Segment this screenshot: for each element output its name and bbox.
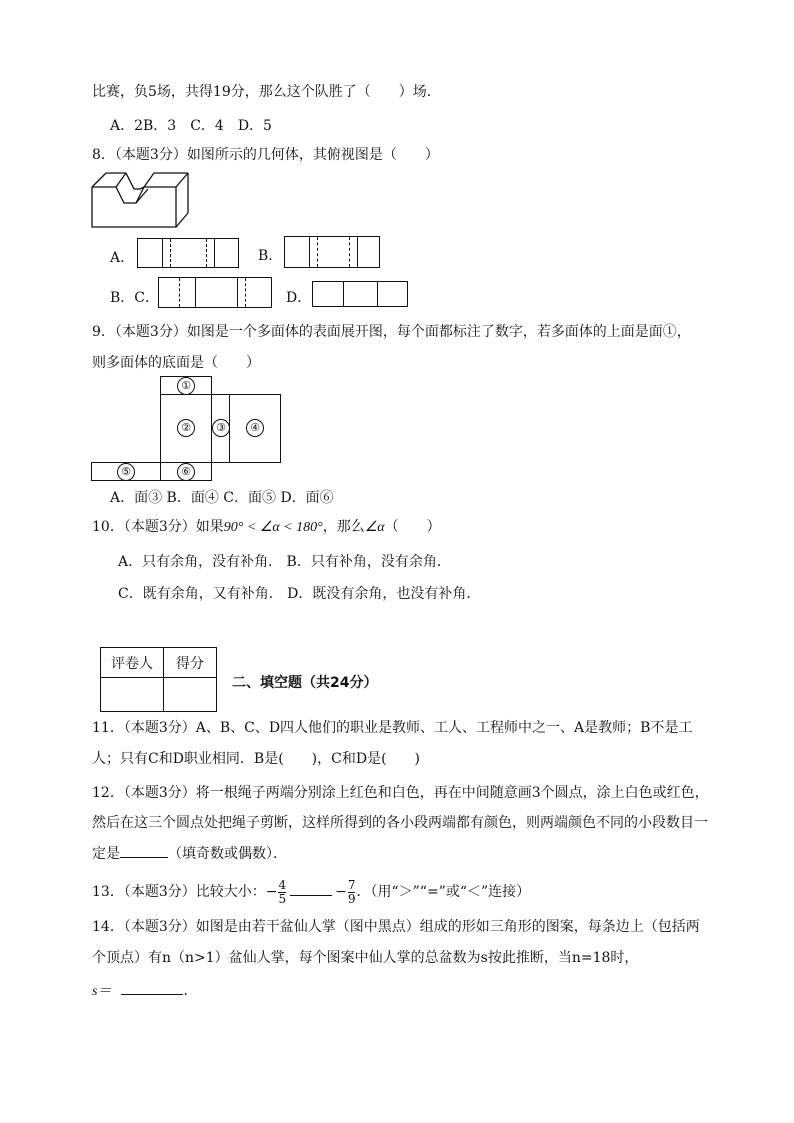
q9-options: A．面③ B．面④ C．面⑤ D．面⑥ (110, 490, 334, 506)
q13-prefix: 13．（本题3分）比较大小： (92, 884, 266, 900)
q8-label-d: D． (286, 290, 312, 306)
q13-f1-den: 5 (278, 891, 287, 906)
q12-line3-prefix: 定是 (92, 846, 120, 862)
q13-f2-den: 9 (347, 891, 356, 906)
q13-f1-num: 4 (278, 877, 287, 892)
net-face-6 (160, 462, 212, 481)
q8-option-d-view (312, 281, 408, 307)
q12-line3-suffix: （填奇数或偶数）． (168, 846, 287, 862)
q8-option-a-view (137, 238, 239, 268)
q13-minus-1: − (265, 884, 278, 900)
net-face-2 (160, 394, 212, 463)
q12-line2: 然后在这三个圆点处把绳子剪断，这样所得到的各小段两端都有颜色，则两端颜色不同的小段数目一 (92, 815, 708, 831)
q8-label-a: A． (110, 250, 135, 266)
q14-answer-blank[interactable] (121, 994, 183, 995)
q14-line1: 14．（本题3分）如图是由若干盆仙人掌（图中黑点）组成的形如三角形的图案，每条边上（包括两 (92, 919, 700, 935)
q14-line3: s＝ ． (92, 983, 198, 999)
section-title-fill-in: 二、填空题（共24分） (232, 675, 378, 691)
score-table-score-header: 得分 (164, 648, 217, 678)
q11-line2: 人；只有C和D职业相同．B是( )，C和D是( ) (92, 751, 421, 767)
q8-solid-figure (88, 167, 192, 231)
score-table-grader-cell (101, 678, 164, 712)
face-label-4: ④ (246, 419, 264, 437)
q13-fraction-1 (278, 879, 286, 906)
face-label-6: ⑥ (177, 463, 195, 481)
face-label-1: ① (177, 377, 195, 395)
q10-options-line1: A．只有余角，没有补角． B．只有补角，没有余角． (118, 554, 451, 570)
q13-answer-blank[interactable] (290, 895, 332, 896)
face-label-2: ② (177, 419, 195, 437)
q11-line1: 11．（本题3分）A、B、C、D四人他们的职业是教师、工人、工程师中之一、A是教师；B不是工 (92, 720, 693, 736)
q13-minus-2: − (335, 884, 347, 900)
q8-stem: 8．（本题3分）如图所示的几何体，其俯视图是（ ） (92, 147, 439, 163)
q13-f2-num: 7 (347, 877, 356, 892)
q9-stem-line2: 则多面体的底面是（ ） (92, 355, 260, 371)
q12-answer-blank[interactable] (120, 857, 168, 858)
q8-option-b-view (284, 236, 380, 268)
net-face-5 (91, 462, 161, 481)
q8-label-c: B．C． (110, 290, 159, 306)
q8-option-c-view (158, 277, 272, 308)
q10-options-line2: C．既有余角，又有补角． D．既没有余角，也没有补角． (118, 586, 481, 602)
q14-s-label: s＝ (92, 984, 112, 999)
score-table (100, 647, 217, 712)
score-table-score-cell (164, 678, 217, 712)
q13-fraction-2 (348, 879, 356, 906)
q10-stem (92, 518, 441, 537)
q10-condition: 90° < ∠α < 180° (223, 520, 323, 535)
score-table-grader-header: 评卷人 (101, 648, 164, 678)
q12-line3 (92, 845, 287, 863)
q10-angle: ∠α (364, 520, 385, 535)
net-face-4 (229, 394, 281, 463)
q13-line (92, 877, 530, 907)
q14-line2: 个顶点）有n（n>1）盆仙人掌，每个图案中仙人掌的总盆数为s按此推断，当n=18时， (92, 950, 639, 966)
q13-suffix: ．（用“＞”“=”或“＜”连接） (356, 884, 531, 900)
q9-stem-line1: 9．（本题3分）如图是一个多面体的表面展开图，每个面都标注了数字，若多面体的上面是面①， (92, 324, 691, 340)
q10-prefix: 10．（本题3分）如果 (92, 519, 224, 535)
q7-options: A．2B．3 C．4 D．5 (110, 118, 272, 134)
q12-line1: 12．（本题3分）将一根绳子两端分别涂上红色和白色，再在中间随意画3个圆点，涂上白色或红色， (92, 785, 709, 801)
q7-continuation-text: 比赛，负5场，共得19分，那么这个队胜了（ ）场． (92, 84, 441, 100)
q10-mid: ，那么 (322, 519, 365, 535)
face-label-5: ⑤ (117, 463, 135, 481)
q10-suffix: （ ） (384, 519, 441, 535)
q8-label-b: B． (258, 248, 283, 264)
net-face-1 (160, 376, 212, 395)
face-label-3: ③ (212, 419, 230, 437)
net-face-3 (211, 394, 230, 463)
